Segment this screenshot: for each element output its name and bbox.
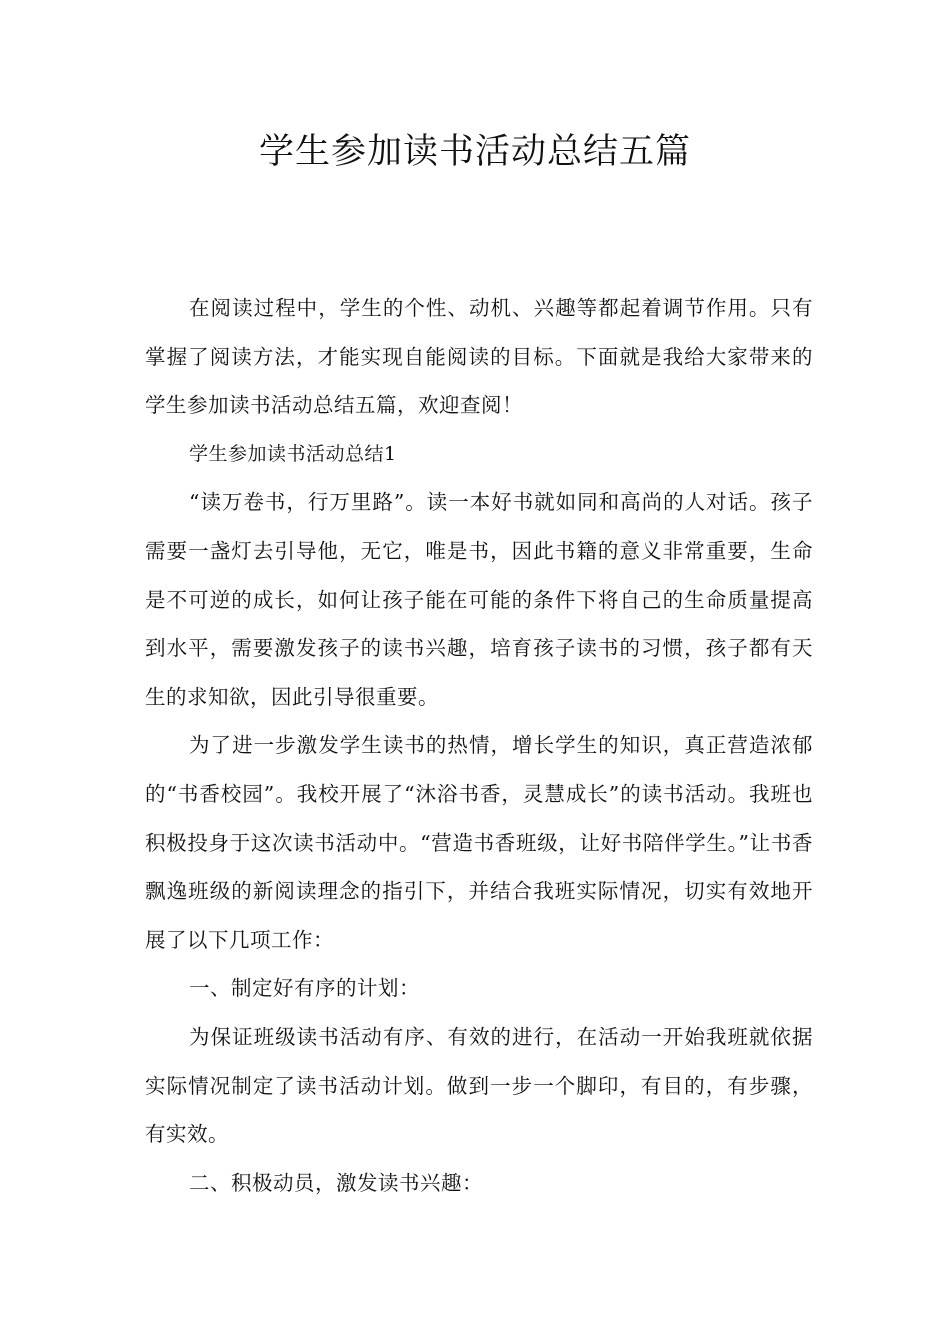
body-paragraph: 为了进一步激发学生读书的热情，增长学生的知识，真正营造浓郁的“书香校园”。我校开展了“沐浴书香，灵慧成长”的读书活动。我班也积极投身于这次读书活动中。“营造书香班级，让好书陪伴学生。”让书香飘逸班级的新阅读理念的指引下，并结合我班实际情况，切实有效地开展了以下几项工作： xyxy=(145,733,813,952)
intro-paragraph: 在阅读过程中，学生的个性、动机、兴趣等都起着调节作用。只有掌握了阅读方法，才能实现自能阅读的目标。下面就是我给大家带来的学生参加读书活动总结五篇，欢迎查阅！ xyxy=(145,296,813,418)
subheading-plan: 一、制定好有序的计划： xyxy=(189,976,420,1001)
body-paragraph: 为保证班级读书活动有序、有效的进行，在活动一开始我班就依据实际情况制定了读书活动计划。做到一步一个脚印，有目的，有步骤，有实效。 xyxy=(145,1024,813,1147)
section-heading-1: 学生参加读书活动总结1 xyxy=(189,442,397,465)
document-body xyxy=(145,284,813,1207)
body-paragraph: “读万卷书，行万里路”。读一本好书就如同和高尚的人对话。孩子需要一盏灯去引导他，无它，唯是书，因此书籍的意义非常重要，生命是不可逆的成长，如何让孩子能在可能的条件下将自己的生命质量提高到水平，需要激发孩子的读书兴趣，培育孩子读书的习惯，孩子都有天生的求知欲，因此引导很重要。 xyxy=(145,490,813,709)
subheading-motivation: 二、积极动员，激发读书兴趣： xyxy=(189,1170,483,1195)
document-title: 学生参加读书活动总结五篇 xyxy=(258,132,691,172)
